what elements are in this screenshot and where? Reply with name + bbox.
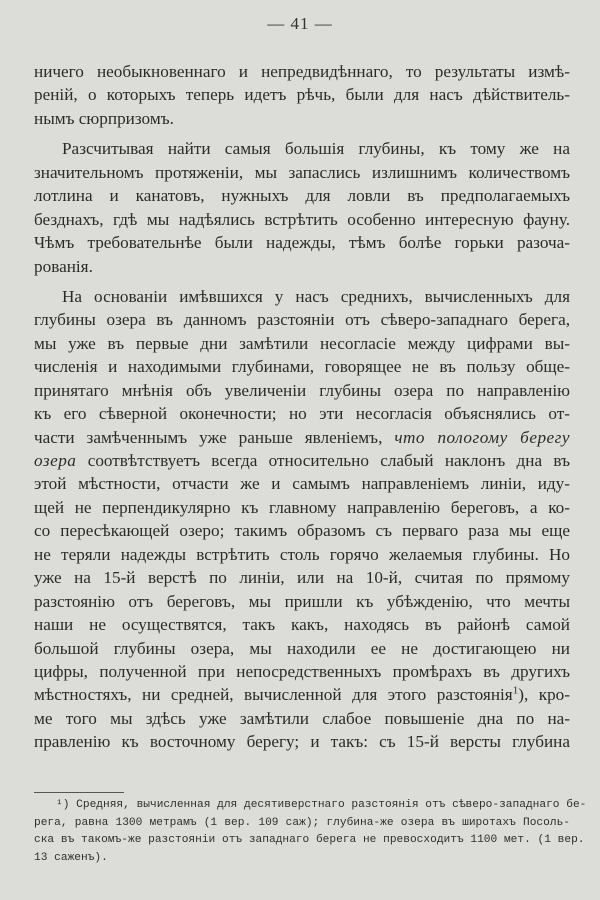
text-line: наши не осуществятся, такъ какъ, находясь въ районѣ самой — [34, 615, 570, 635]
text-line: цифры, полученной при непосредственныхъ промѣрахъ въ другихъ — [34, 661, 570, 681]
text-run: соотвѣтствуетъ всегда относительно слабый наклонъ дна въ — [87, 451, 570, 470]
text-line: Разсчитывая найти самыя большія глубины, къ тому же на — [62, 139, 570, 159]
footnote-line: рега, равна 1300 метрамъ (1 вер. 109 саж); глубина-же озера въ широтахъ Посоль- — [34, 816, 570, 829]
text-line-with-italic — [34, 449, 570, 472]
text-line: правленію къ восточному берегу; и такъ: съ 15-й версты глубина — [34, 732, 570, 752]
text-line: со пересѣкающей озеро; такимъ образомъ съ перваго раза мы еще — [34, 521, 570, 541]
footnote-divider — [34, 792, 124, 793]
text-line: принятаго мнѣнія объ увеличеніи глубины озера по направленію — [34, 380, 570, 400]
text-line: значительномъ протяженіи, мы запаслись излишнимъ количествомъ — [34, 162, 570, 182]
paragraph-3 — [34, 285, 570, 754]
text-line: глубины озера въ данномъ разстояніи отъ сѣверо-западнаго берега, — [34, 310, 570, 330]
main-text — [34, 60, 570, 754]
text-line: На основаніи имѣвшихся у насъ среднихъ, вычисленныхъ для — [62, 286, 570, 306]
text-line: разстоянію отъ береговъ, мы пришли къ убѣжденію, что мечты — [34, 591, 570, 611]
text-line: нымъ сюрпризомъ. — [34, 108, 174, 128]
text-run: ), кро- — [518, 685, 570, 705]
paragraph-1 — [34, 60, 570, 130]
text-line: ничего необыкновеннаго и непредвидѣннаго, то результаты измѣ- — [34, 62, 570, 81]
italic-phrase: что пологому берегу — [394, 427, 571, 447]
text-line: Чѣмъ требовательнѣе были надежды, тѣмъ болѣе горьки разоча- — [34, 233, 570, 253]
text-line: не теряли надежды встрѣтить столь горячо желаемыя глубины. Но — [34, 544, 570, 564]
text-run: части замѣченнымъ уже раньше явленіемъ, — [34, 427, 383, 447]
footnote-reference[interactable]: 1 — [512, 684, 519, 697]
text-line: уже на 15-й верстѣ по линіи, или на 10-й, считая по прямому — [34, 568, 570, 588]
text-line: большой глубины озера, мы находили ее не достигающею ни — [34, 638, 570, 658]
footnote-line: ¹) Средняя, вычисленная для десятиверстнаго разстоянія отъ сѣверо-западнаго бе- — [56, 799, 587, 811]
text-line: численія и находимыми глубинами, говорящее не въ пользу обще- — [34, 357, 570, 377]
text-line: рованія. — [34, 256, 93, 276]
text-line-with-footnote-ref — [34, 683, 570, 706]
text-line: безднахъ, гдѣ мы надѣялись встрѣтить особенно интересную фауну. — [34, 209, 570, 229]
text-line-with-italic — [34, 426, 570, 449]
text-run: мѣстностяхъ, ни средней, вычисленной для этого разстоянія — [34, 685, 513, 705]
text-line: къ его сѣверной оконечности; но эти несогласія объяснялись от- — [34, 404, 570, 424]
text-line: лотлина и канатовъ, нужныхъ для ловли въ предполагаемыхъ — [34, 186, 570, 206]
text-line: ме того мы здѣсь уже замѣтили слабое повышеніе дна по на- — [34, 708, 570, 728]
text-line: мы уже въ первые дни замѣтили несогласіе между цифрами вы- — [34, 333, 570, 353]
text-line: этой мѣстности, отчасти же и самымъ направленіемъ линіи, иду- — [34, 474, 570, 494]
footnote-line: 13 саженъ). — [34, 851, 108, 864]
italic-phrase-end: озера — [34, 451, 77, 470]
footnote-line: ска въ такомъ-же разстояніи отъ западнаго берега не превосходитъ 1100 мет. (1 вер. — [34, 834, 585, 846]
page-number: — 41 — — [267, 14, 333, 33]
paragraph-2 — [34, 137, 570, 278]
text-line: щей не перпендикулярно къ главному направленію береговъ, а ко- — [34, 497, 570, 517]
text-line: реній, о которыхъ теперь идетъ рѣчь, были для насъ дѣйствитель- — [34, 85, 570, 105]
footnote — [34, 797, 587, 867]
